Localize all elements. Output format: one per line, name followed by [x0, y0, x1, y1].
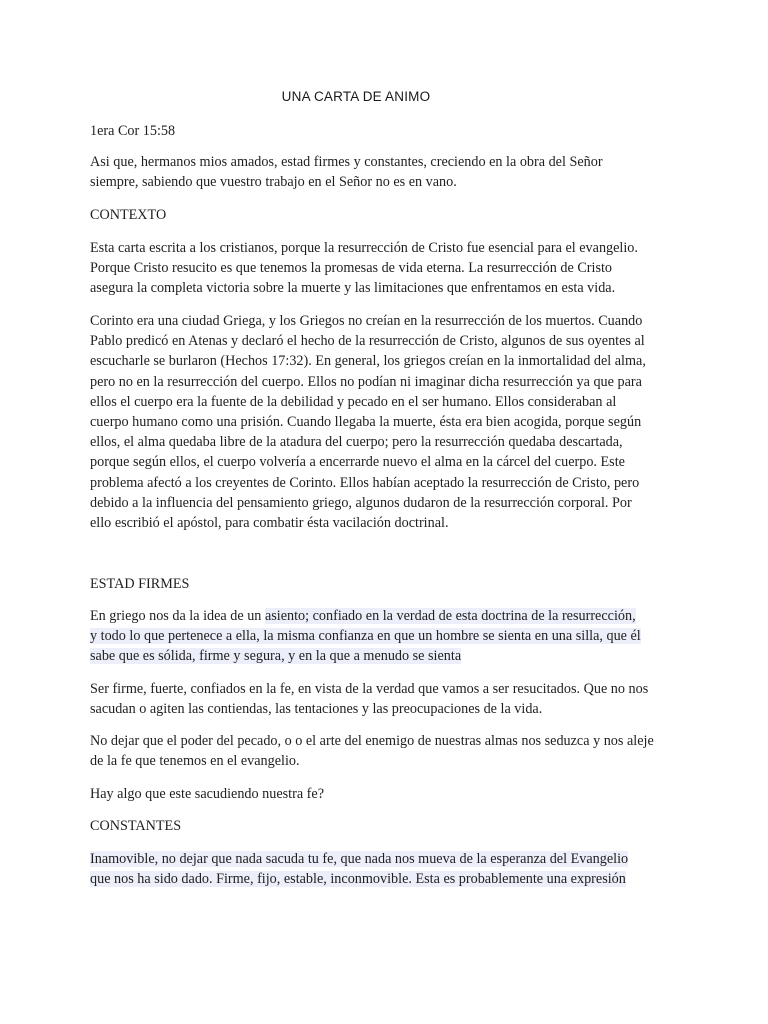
text-run: En griego nos da la idea de un: [90, 608, 265, 624]
firmes-paragraph-3: [90, 731, 690, 771]
heading-contexto: CONTEXTO: [90, 207, 167, 223]
highlighted-text: y todo lo que pertenece a ella, la misma confianza en que un hombre se sienta en una silla, que él: [90, 628, 641, 645]
document-title: UNA CARTA DE ANIMO: [281, 89, 431, 104]
heading-estad-firmes: ESTAD FIRMES: [90, 576, 190, 592]
text-line: cuerpo humano como una prisión. Cuando llegaba la muerte, ésta era bien acogida, porque según: [90, 414, 642, 431]
text-line: Porque Cristo resucito es que tenemos la promesas de vida eterna. La resurrección de Cristo: [90, 260, 613, 277]
highlighted-text: que nos ha sido dado. Firme, fijo, estable, inconmovible. Esta es probablemente una expresión: [90, 871, 626, 888]
contexto-paragraph-2: [90, 311, 690, 533]
highlighted-text: sabe que es sólida, firme y segura, y en la que a menudo se sienta: [90, 648, 462, 665]
text-line: ello escribió el apóstol, para combatir ésta vacilación doctrinal.: [90, 515, 449, 532]
text-line: [90, 869, 690, 889]
constantes-paragraph: [90, 849, 690, 889]
text-line: sacudan o agiten las contiendas, las tentaciones y las preocupaciones de la vida.: [90, 701, 543, 718]
text-line: asegura la completa victoria sobre la muerte y las limitaciones que enfrentamos en esta vida.: [90, 280, 616, 297]
verse-line: siempre, sabiendo que vuestro trabajo en el Señor no es en vano.: [90, 174, 457, 191]
text-line: [90, 646, 690, 666]
verse-line: Asi que, hermanos mios amados, estad firmes y constantes, creciendo en la obra del Señor: [90, 154, 603, 170]
text-line: No dejar que el poder del pecado, o o el arte del enemigo de nuestras almas nos seduzca y nos aleje: [90, 733, 654, 749]
highlighted-text: Inamovible, no dejar que nada sacuda tu fe, que nada nos mueva de la esperanza del Evangelio: [90, 851, 629, 867]
text-line: problema afectó a los creyentes de Corinto. Ellos habían aceptado la resurrección de Cristo, pero: [90, 474, 640, 491]
text-line: [90, 606, 690, 626]
text-line: escucharle se burlaron (Hechos 17:32). En general, los griegos creían en la inmortalidad del alma,: [90, 353, 646, 370]
text-line: ellos, el alma quedaba libre de la atadura del cuerpo; pero la resurrección quedaba descartada,: [90, 434, 623, 451]
contexto-paragraph-1: [90, 238, 690, 299]
text-line: debido a la influencia del pensamiento griego, algunos dudaron de la resurrección corporal. Por: [90, 494, 632, 511]
text-line: ellos el cuerpo era la fuente de la debilidad y pecado en el ser humano. Ellos consideraban al: [90, 393, 617, 410]
text-line: Corinto era una ciudad Griega, y los Griegos no creían en la resurrección de los muertos. Cuando: [90, 313, 643, 329]
text-line: Pablo predicó en Atenas y declaró el hecho de la resurrección de Cristo, algunos de sus oyentes al: [90, 333, 645, 350]
text-line: pero no en la resurrección del cuerpo. Ellos no podían ni imaginar dicha resurrección ya que para: [90, 373, 642, 390]
text-line: [90, 626, 690, 646]
text-line: Ser firme, fuerte, confiados en la fe, en vista de la verdad que vamos a ser resucitados. Que no nos: [90, 681, 649, 697]
bible-reference: 1era Cor 15:58: [90, 123, 176, 139]
text-line: de la fe que tenemos en el evangelio.: [90, 753, 300, 770]
heading-constantes: CONSTANTES: [90, 818, 182, 834]
firmes-question: Hay algo que este sacudiendo nuestra fe?: [90, 786, 324, 802]
text-line: porque según ellos, el cuerpo volvería a encerrarde nuevo el alma en la cárcel del cuerpo. Este: [90, 454, 625, 471]
verse-paragraph: [90, 152, 690, 192]
text-line: [90, 849, 690, 869]
highlighted-text: asiento; confiado en la verdad de esta doctrina de la resurrección,: [264, 608, 636, 624]
firmes-paragraph-1: [90, 606, 690, 667]
firmes-paragraph-2: [90, 679, 690, 719]
text-line: Esta carta escrita a los cristianos, porque la resurrección de Cristo fue esencial para el evangelio.: [90, 240, 638, 256]
